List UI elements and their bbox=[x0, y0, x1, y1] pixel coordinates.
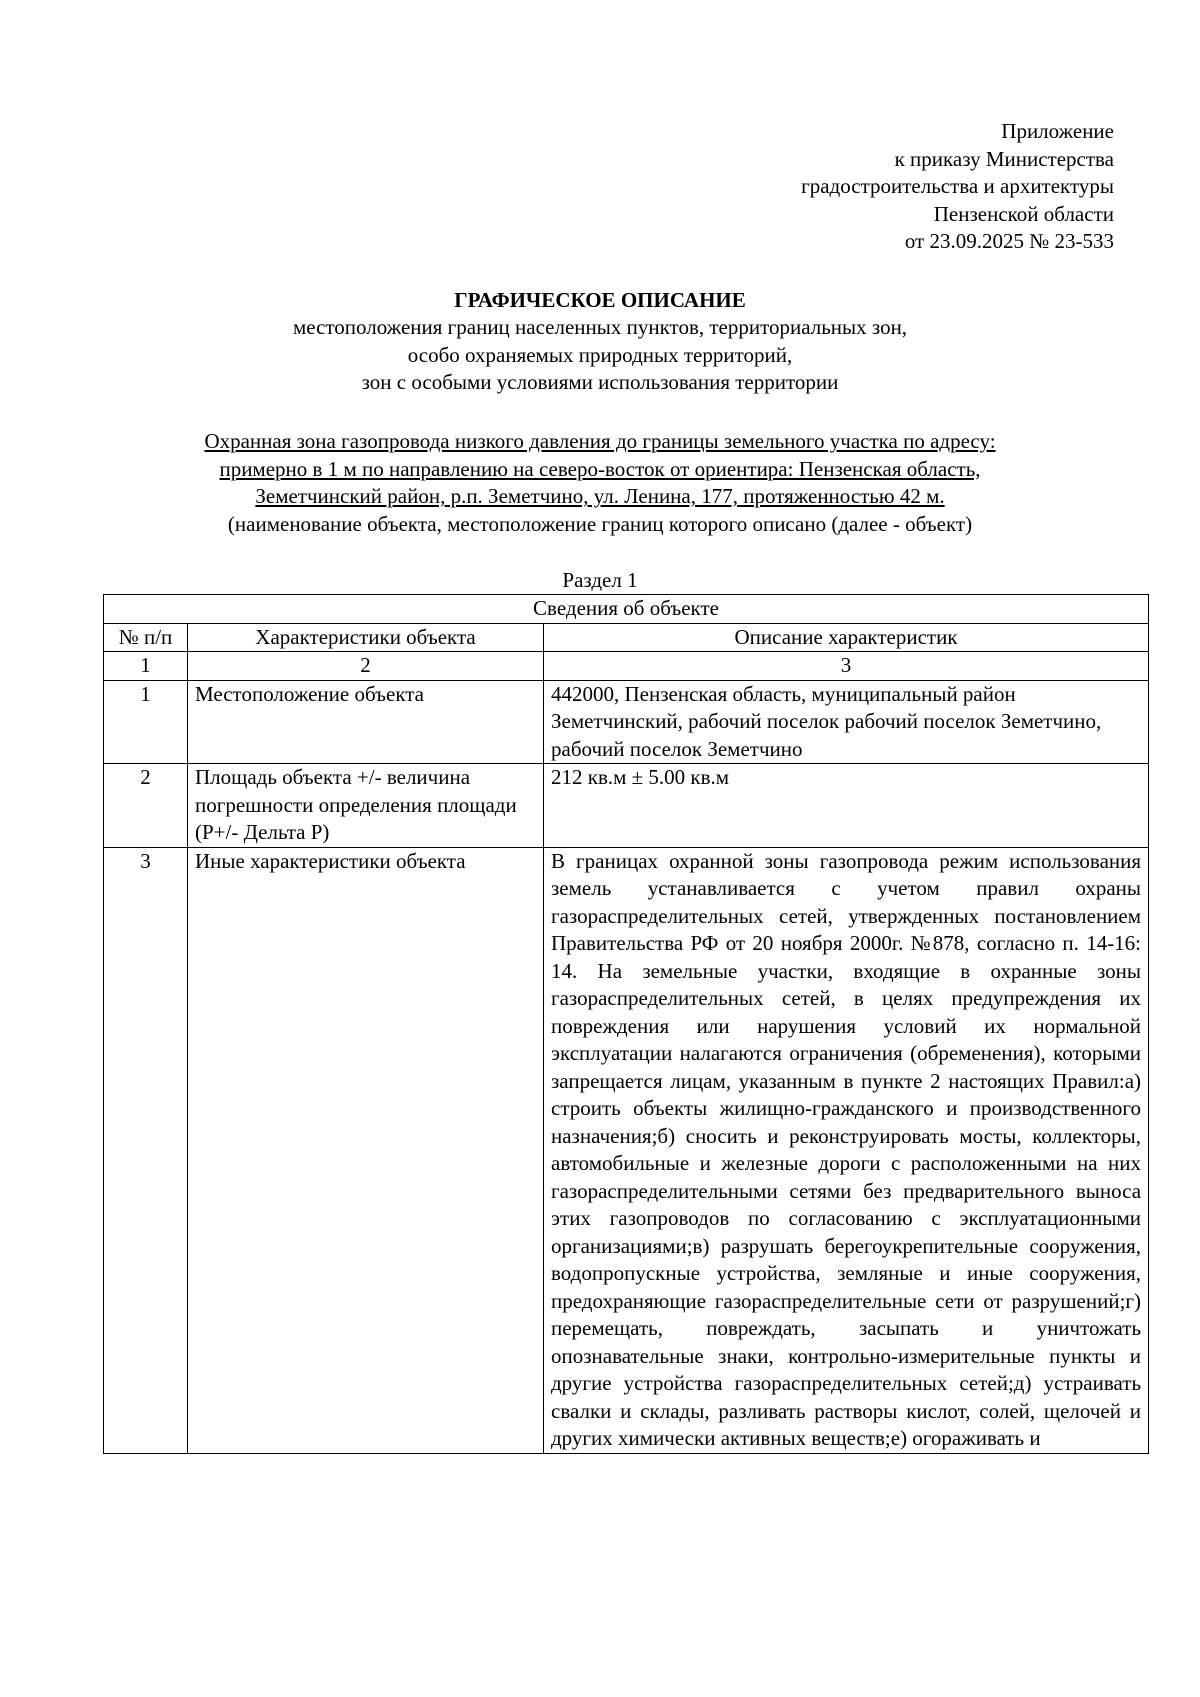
column-number: 1 bbox=[104, 652, 188, 681]
document-title: ГРАФИЧЕСКОЕ ОПИСАНИЕ bbox=[454, 288, 746, 312]
row-number: 3 bbox=[104, 847, 188, 1453]
table-row bbox=[104, 680, 1149, 764]
subtitle-line: зон с особыми условиями использования территории bbox=[361, 370, 839, 394]
column-number: 2 bbox=[188, 652, 544, 681]
object-name-line: Земетчинский район, р.п. Земетчино, ул. Ленина, 177, протяженностью 42 м. bbox=[255, 484, 945, 508]
table-heading: Сведения об объекте bbox=[104, 595, 1149, 624]
column-header: № п/п bbox=[104, 623, 188, 652]
row-characteristic: Местоположение объекта bbox=[188, 680, 544, 764]
object-info-table bbox=[103, 594, 1149, 1454]
row-description: 442000, Пензенская область, муниципальный район Земетчинский, рабочий поселок рабочий поселок Земетчино, рабочий поселок Земетчино bbox=[544, 680, 1149, 764]
approval-block bbox=[801, 118, 1114, 256]
table-row bbox=[104, 764, 1149, 848]
column-header: Описание характеристик bbox=[544, 623, 1149, 652]
approval-line: к приказу Министерства bbox=[894, 146, 1114, 171]
row-number: 1 bbox=[104, 680, 188, 764]
row-description: 212 кв.м ± 5.00 кв.м bbox=[544, 764, 1149, 848]
approval-line: Пензенской области bbox=[933, 201, 1114, 226]
table-heading-row bbox=[104, 595, 1149, 624]
subtitle-line: особо охраняемых природных территорий, bbox=[407, 342, 793, 367]
object-name-block bbox=[0, 428, 1200, 538]
row-description: В границах охранной зоны газопровода режим использования земель устанавливается с учетом правил охраны газораспределительных сетей, утвержденных постановлением Правительства РФ от 20 ноября 2000г. №878, согласно п. 14-16: 14. На земельные участки, входящие в охранные зоны газораспределительных сетей, в целях предупреждения их повреждения или нарушения условий их нормальной эксплуатации налагаются ограничения (обременения), которыми запрещается лицам, указанным в пункте 2 настоящих Правил:а) строить объекты жилищно-гражданского и производственного назначения;б) сносить и реконструировать мосты, коллекторы, автомобильные и железные дороги с расположенными на них газораспределительными сетями без предварительного выноса этих газопроводов по согласованию с эксплуатационными организациями;в) разрушать берегоукрепительные сооружения, водопропускные устройства, земляные и иные сооружения, предохраняющие газораспределительные сети от разрушений;г) перемещать, повреждать, засыпать и уничтожать опознавательные знаки, контрольно-измерительные пункты и другие устройства газораспределительных сетей;д) устраивать свалки и склады, разливать растворы кислот, солей, щелочей и других химически активных веществ;е) огораживать и bbox=[544, 847, 1149, 1453]
row-characteristic: Площадь объекта +/- величина погрешности определения площади (Р+/- Дельта Р) bbox=[188, 764, 544, 848]
column-number-row bbox=[104, 652, 1149, 681]
row-number: 2 bbox=[104, 764, 188, 848]
object-name-line: примерно в 1 м по направлению на северо-восток от ориентира: Пензенская область, bbox=[219, 456, 981, 481]
subtitle-line: местоположения границ населенных пунктов, территориальных зон, bbox=[292, 315, 908, 339]
approval-line: градостроительства и архитектуры bbox=[801, 174, 1114, 198]
section-label: Раздел 1 bbox=[562, 568, 638, 592]
row-characteristic: Иные характеристики объекта bbox=[188, 847, 544, 1453]
object-name-line: Охранная зона газопровода низкого давления до границы земельного участка по адресу: bbox=[204, 429, 996, 453]
column-number: 3 bbox=[544, 652, 1149, 681]
approval-date-number: от 23.09.2025 № 23-533 bbox=[904, 229, 1114, 253]
document-subtitle bbox=[0, 314, 1200, 397]
approval-line: Приложение bbox=[1001, 119, 1114, 143]
table-header-row bbox=[104, 623, 1149, 652]
column-header: Характеристики объекта bbox=[188, 623, 544, 652]
table-row bbox=[104, 847, 1149, 1453]
object-caption: (наименование объекта, местоположение границ которого описано (далее - объект) bbox=[227, 511, 973, 536]
